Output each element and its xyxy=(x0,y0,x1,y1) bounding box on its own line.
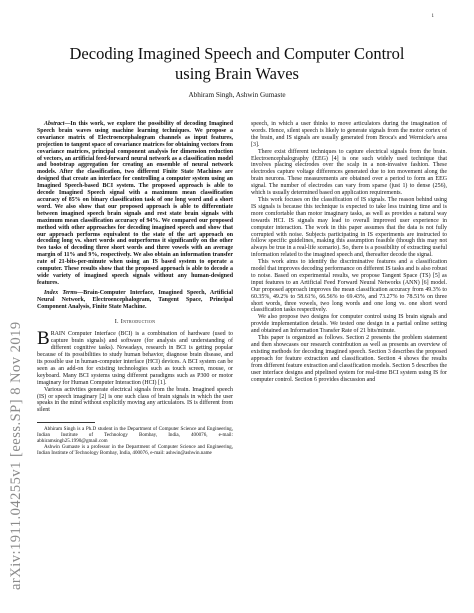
page-number: 1 xyxy=(431,14,434,19)
index-terms-text: —Brain-Computer Interface, Imagined Speech, Artificial Neural Network, Electroencephalogram, Tangent Space, Principal Component Analysis, Finite State Machine. xyxy=(37,289,233,310)
abstract-label: Abstract xyxy=(44,121,65,127)
intro-paragraph-1 xyxy=(37,328,233,386)
right-paragraph-5: We also propose two designs for computer control using IS brain signals and provide implementation details. We tested one design in a partial online setting and obtained an Information Transfer Rate of 21 bits/minute. xyxy=(251,314,447,335)
right-paragraph-3: This work focuses on the classification of IS signals. The reason behind using IS signals is because this technique is expected to take less training time and is more comfortable than motor imaginary tasks, as well as provides a natural way towards HCI. IS signals may lead to overall improved user experience in computer interaction. The work in this paper assumes that the data is not fully corrupted with noise. Subjects participating in IS experiments are instructed to follow specific guidelines, making this assumption feasible (though this may not always be true in a real-life scenario). So, there is a possibility of extracting useful information related to the imagined speech and, thereafter decode the signal. xyxy=(251,196,447,259)
footnote-2: Ashwin Gumaste is a professor in the Department of Computer Science and Engineering, Indian Institute of Technology Bombay, India, 400076, e-mail: ashwin@ashwin.name xyxy=(37,444,233,457)
paper-title xyxy=(0,44,474,84)
index-terms-label: Index Terms xyxy=(44,289,78,296)
abstract-text: —In this work, we explore the possibility of decoding Imagined Speech brain waves using machine learning techniques. We propose a covariance matrix of Electroencephalogram channels as input features, projection to tangent space of covariance matrices for obtaining vectors from covariance matrices, principal component analysis for dimension reduction of vectors, an artificial feed-forward neural network as a classification model and bootstrap aggregation for creating an ensemble of neural network models. After the classification, two different Finite State Machines are designed that create an interface for controlling a computer system using an Imagined Speech-based BCI system. The proposed approach is able to decode Imagined Speech signal with a maximum mean classification accuracy of 85% on binary classification task of one long word and a short word. We also show that our proposed approach is able to differentiate between imagined speech brain signals and rest state brain signals with maximum mean classification accuracy of 94%. We compared our proposed method with other approaches for decoding imagined speech and show that our approach performs equivalent to the state of the art approach on decoding long vs. short words and outperforms it significantly on the other two tasks of decoding three short words and three vowels with an average margin of 11% and 9%, respectively. We also obtain an information transfer rate of 21-bits-per-minute when using an IS based system to operate a computer. These results show that the proposed approach is able to decode a wide variety of imagined speech signals without any human-designed features. xyxy=(37,121,233,286)
footnote-rule xyxy=(37,422,95,423)
arxiv-identifier: arXiv:1911.04255v1 [eess.SP] 8 Nov 2019 xyxy=(8,321,24,590)
right-paragraph-2: There exist different techniques to capture electrical signals from the brain. Electroencephalography (EEG) [4] is one such widely used technique that involves placing electrodes over the scalp in a non-invasive fashion. These electrodes capture voltage differences generated due to ion movement along the brain neurons. These measurements are obtained over a period to form an EEG signal. The number of electrodes can vary from sparse (just 1) to dense (256), which is usually determined based on application requirements. xyxy=(251,148,447,197)
footnote-1: Abhiram Singh is a Ph.D student in the Department of Computer Science and Engineering, Indian Institute of Technology Bombay, India, 400076, e-mail: abhiramsingh25.1990@gmail.com xyxy=(37,426,233,445)
authors: Abhiram Singh, Ashwin Gumaste xyxy=(188,91,286,99)
footnotes xyxy=(37,426,233,456)
title-line-1: Decoding Imagined Speech and Computer Control xyxy=(69,44,405,63)
intro-paragraph-2: Various activities generate electrical signals from the brain. Imagined speech (IS) or speech imaginary [2] is one such class of brain signals in which the user speaks in the mind without explicitly moving any articulators. IS is different from silent xyxy=(37,386,233,414)
title-line-2: using Brain Waves xyxy=(175,64,299,83)
drop-cap: B xyxy=(37,328,50,350)
right-paragraph-1: speech, in which a user thinks to move articulators during the imagination of words. Hence, silent speech is likely to generate signals from the motor cortex of the brain, and IS signals are usually generated from Broca's and Wernicke's area [3]. xyxy=(251,121,447,148)
intro-paragraph-1-text: RAIN Computer Interface (BCI) is a combination of hardware (used to capture brain signals) and software (for analysis and understanding of different cognitive tasks). Nowadays, research in BCI is getting popular because of its possibilities to study human behavior, diagnose brain disease, and its possible use in human-computer interface (HCI) devices. A BCI system can be seen as an add-on for existing technologies such as touch screen, mouse, or keyboard. Many BCI systems using different paradigms such as P300 or motor imaginary for Human Computer Interaction (HCI) [1]. xyxy=(37,331,233,386)
abstract xyxy=(37,121,233,287)
section-heading-introduction: I. Introduction xyxy=(114,318,156,326)
right-paragraph-4: This work aims to identify the discriminative features and a classification model that improves decoding performance on different IS tasks and is also robust to noise. Based on experimental results, we propose Tangent Space (TS) [5] as input features to an Artificial Feed Forward Neural Networks (ANN) [6] model. Our proposed approach improves the mean classification accuracy from 49.3% to 60.35%, 49.2% to 58.61%, 66.56% to 69.43%, and 73.27% to 78.51% on three short words, three vowels, two long words and one long vs. one short word classification tasks respectively. xyxy=(251,259,447,314)
right-paragraph-6: This paper is organized as follows. Section 2 presents the problem statement and then showcases our research contribution as well as presents an overview of existing methods for decoding imagined speech. Section 3 describes the proposed approach for feature extraction and classification. Section 4 shows the results from different feature extraction and classification models. Section 5 describes the user interface designs and pipelined system for real-time BCI system using IS for computer control. Section 6 provides discussion and xyxy=(251,335,447,383)
left-column xyxy=(37,121,233,456)
right-column xyxy=(251,121,447,383)
index-terms xyxy=(37,290,233,311)
